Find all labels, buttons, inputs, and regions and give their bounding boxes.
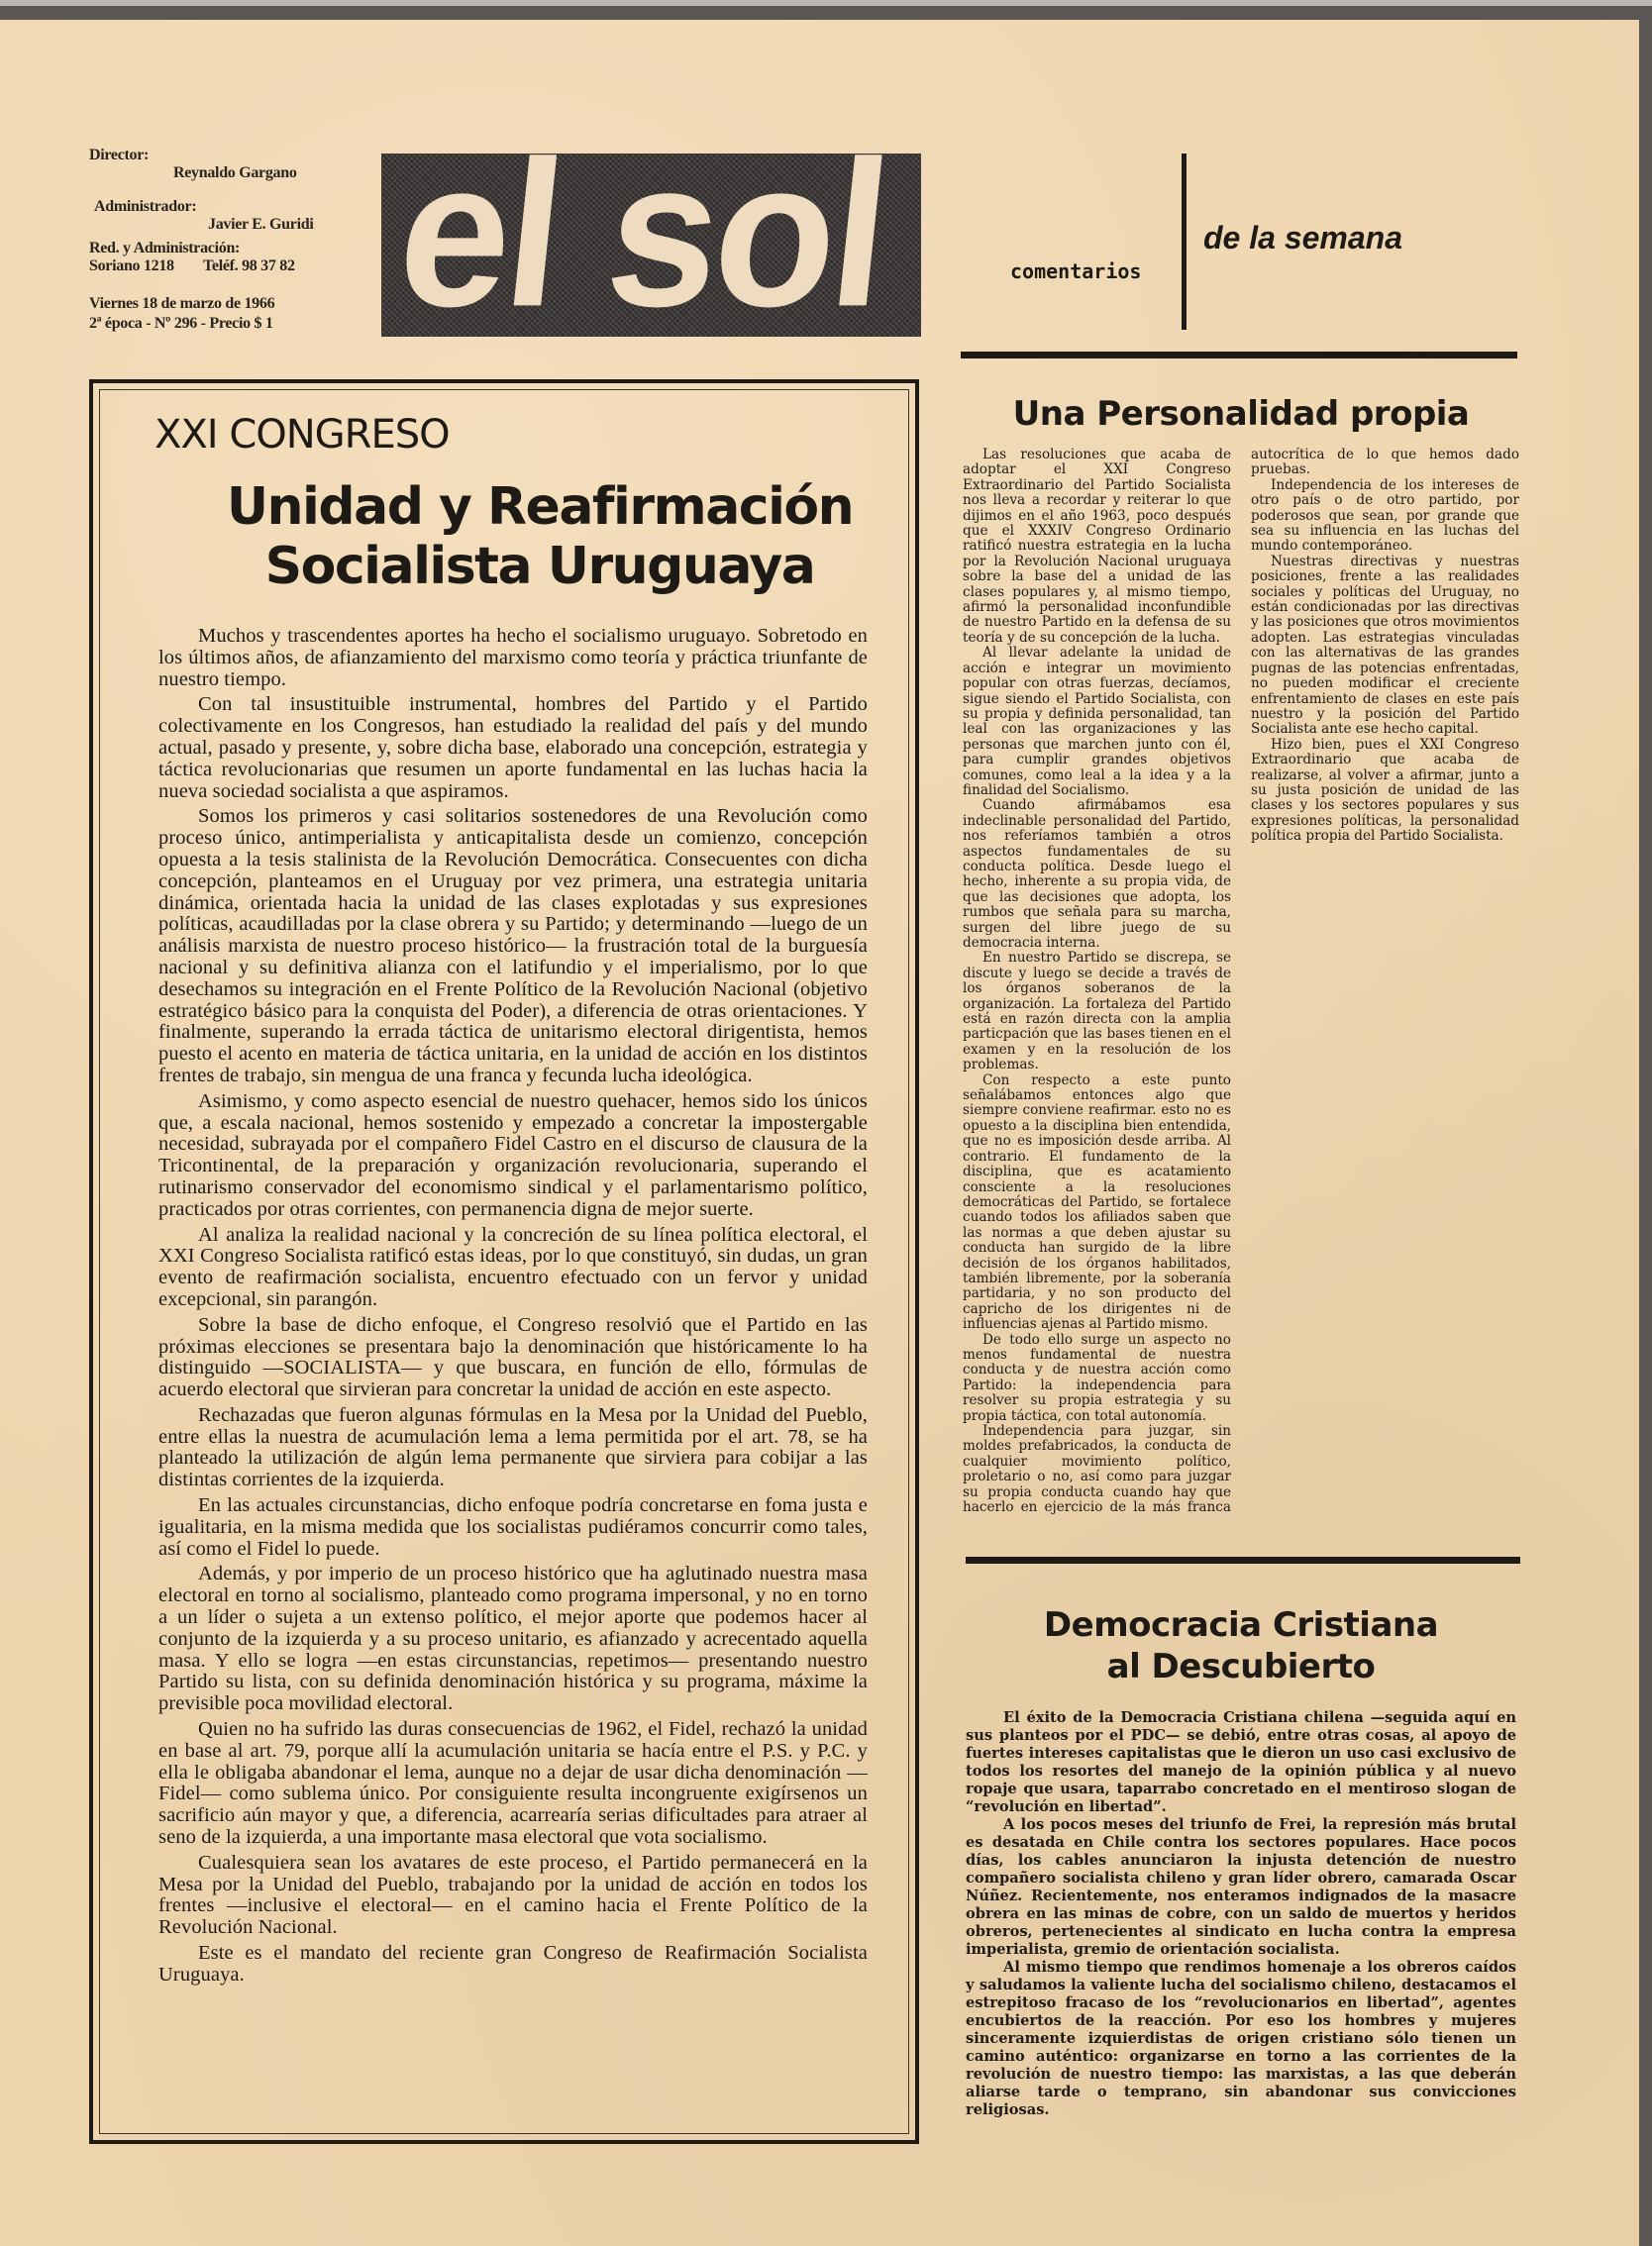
paragraph: Rechazadas que fueron algunas fórmulas en la Mesa por la Unidad del Pueblo, entre ellas la nuestra de acumulación lema a lema permitida por el art. 78, se ha planteado la utilización de algún lema permanente que sirviera para cobijar a las distintas corrientes de la izquierda.: [158, 1403, 868, 1491]
edition-info: 2ª época - Nº 296 - Precio $ 1: [89, 315, 273, 332]
paragraph: Nuestras directivas y nuestras posiciones, frente a las realidades sociales y políticas del Uruguay, no están condicionadas por las directivas y las posiciones que otros movimientos adopten. Las estrategias vinculadas con las alternativas de las grandes pugnas de las potencias enfrentadas, no pueden modificar el creciente enfrentamiento de clases en este país nuestro y la posición del Partido Socialista ante ese hecho capital.: [1251, 553, 1519, 738]
title-line-1: Unidad y Reafirmación: [226, 477, 854, 537]
paragraph: Cuando afirmábamos esa indeclinable personalidad del Partido, nos referíamos también a otros aspectos fundamentales de su conducta política. Desde luego el hecho, inherente a su propia vida, de que las decisiones que adopta, los rumbos que señala para su marcha, surgen del libre juego de su democracia interna.: [963, 797, 1231, 951]
director-name: Reynaldo Gargano: [173, 164, 297, 181]
paragraph: Además, y por imperio de un proceso histórico que ha aglutinado nuestra masa electoral en torno al socialismo, planteado como programa impersonal, y no en torno a un líder o sujeta a un extenso político, el mejor aporte que podemos hacer al conjunto de la izquierda y a su proceso unitario, es afianzado y acrecentado aquella masa. Y ello se logra —en estas circunstancias, repetimos— presentando nuestro Partido su lista, con su definida denominación histórica y su programa, máxime la previsible poca movilidad electoral.: [158, 1563, 868, 1715]
personalidad-title: Una Personalidad propia: [1012, 394, 1470, 434]
masthead-divider: [1182, 153, 1187, 330]
paragraph: Las resoluciones que acaba de adoptar el XXI Congreso Extraordinario del Partido Socialista nos lleva a recordar y reiterar lo que dijimos en el año 1963, poco después que el XXXIV Congreso Ordinario ratificó nuestra estrategia en la lucha por la Revolución Nacional uruguaya sobre la base del a unidad de las clases populares y, al mismo tiempo, afirmó la personalidad inconfundible de nuestro Partido en la defensa de su teoría y de su concepción de la lucha.: [963, 447, 1231, 646]
paragraph: Al analiza la realidad nacional y la concreción de su línea política electoral, el XXI Congreso Socialista ratificó estas ideas, por lo que constituyó, sin dudas, un gran evento de reafirmación socialista, encuentro efectuado con un fervor y unidad excepcional, sin parangón.: [158, 1223, 868, 1310]
paragraph: Al mismo tiempo que rendimos homenaje a los obreros caídos y saludamos la valiente lucha del socialismo chileno, destacamos el estrepitoso fracaso de los “revolucionarios en libertad”, agentes encubiertos de la reacción. Por eso los hombres y mujeres sinceramente izquierdistas de origen cristiano sólo tienen un camino auténtico: organizarse en torno a las corrientes de la revolución de nuestro tiempo: las marxistas, a las que deberán aliarse tarde o temprano, sin abandonar sus convicciones religiosas.: [966, 1959, 1516, 2118]
dc-title: [963, 1604, 1519, 1687]
paragraph: Asimismo, y como aspecto esencial de nuestro quehacer, hemos sido los únicos que, a escala nacional, hemos sostenido y empezado a concretar la impostergable necesidad, subrayada por el compañero Fidel Castro en el discurso de clausura de la Tricontinental, de la preparación y organización revolucionaria, superando el rutinarismo conservador del economismo sindical y el parlamentarismo político, practicados por otras corrientes, con permanencia digna de mejor suerte.: [158, 1089, 868, 1220]
paragraph: Independencia para juzgar, sin moldes prefabricados, la conducta de cualquier movimiento político, proletario o no, así como para juzgar su propia conducta cuando hay que hacerlo en ejercicio de la más franca autocrítica de lo que hemos dado pruebas.: [963, 447, 1519, 1516]
paragraph: Cualesquiera sean los avatares de este proceso, el Partido permanecerá en la Mesa por la Unidad del Pueblo, trabajando por la unidad de acción en todos los frentes —inclusive el electoral— en el camino hacia el Frente Político de la Revolución Nacional.: [158, 1851, 868, 1939]
paragraph: Independencia de los intereses de otro país o de otro partido, por poderosos que sean, por grande que sea su influencia en las luchas del mundo contemporáneo.: [1251, 476, 1519, 555]
main-article-title: [178, 477, 901, 596]
paragraph: En nuestro Partido se discrepa, se discute y luego se decide a través de los órganos soberanos de la organización. La fortaleza del Partido está en razón directa con la amplia particpación que las bases tienen en el examen y en la resolución de los problemas.: [963, 950, 1231, 1073]
section-comentarios: comentarios: [1010, 259, 1142, 283]
paragraph: Al llevar adelante la unidad de acción e integrar un movimiento popular con otras fuerzas, decíamos, sigue siendo el Partido Socialista, con su propia y definida personalidad, tan leal con las organizaciones y las personas que marchen junto con él, para cumplir grandes objetivos comunes, como leal a la idea y a la finalidad del Socialismo.: [963, 645, 1231, 798]
dc-title-line-1: Democracia Cristiana: [1043, 1605, 1439, 1645]
personalidad-body: [963, 448, 1519, 1532]
main-article-body: [158, 626, 868, 1991]
dc-body: [966, 1709, 1516, 2119]
paragraph: En las actuales circunstancias, dicho enfoque podría concretarse en foma justa e igualitaria, en la misma medida que los socialistas pudiéramos concurrir como tales, así como el Fidel lo puede.: [158, 1494, 868, 1560]
el-sol-logo: [381, 118, 921, 351]
paragraph: El éxito de la Democracia Cristiana chilena —seguida aquí en sus planteos por el PDC— se debió, entre otras cosas, al apoyo de fuertes intereses capitalistas que le dieron un uso casi exclusivo de todos los resortes del manejo de la opinión pública y al nuevo ropaje que usara, taparrabo concretado en el mentiroso slogan de “revolución en libertad”.: [966, 1709, 1516, 1815]
paragraph: De todo ello surge un aspecto no menos fundamental de nuestra conducta y de nuestra acción como Partido: la independencia para resolver su propia estrategia y su propia táctica, con total autonomía.: [963, 1331, 1231, 1424]
section-de-la-semana: de la semana: [1203, 220, 1402, 255]
paragraph: A los pocos meses del triunfo de Frei, la represión más brutal es desatada en Chile contra los sectores populares. Hace pocos días, los cables anunciaron la injusta detención de nuestro compañero socialista chileno y gran líder obrero, camarada Oscar Núñez. Recientemente, nos enteramos indignados de la masacre obrera en las minas de cobre, con un saldo de muertos y heridos obreros, pertenecientes al sindicato en lucha contra la empresa imperialista, gremio de orientación socialista.: [966, 1816, 1516, 1958]
paragraph: Hizo bien, pues el XXI Congreso Extraordinario que acaba de realizarse, al volver a afirmar, junto a su justa posición de unidad de las clases y los sectores populares y sus expresiones políticas, la personalidad política propia del Partido Socialista.: [1251, 736, 1519, 845]
scan-edge: [0, 0, 1652, 6]
issue-date: Viernes 18 de marzo de 1966: [89, 295, 275, 312]
phone: Teléf. 98 37 82: [203, 257, 295, 274]
paragraph: Este es el mandato del reciente gran Congreso de Reafirmación Socialista Uruguaya.: [158, 1942, 868, 1986]
article-kicker: XXI CONGRESO: [155, 412, 450, 458]
title-line-2: Socialista Uruguaya: [264, 537, 815, 596]
paragraph: Con respecto a este punto señalábamos entonces algo que siempre conviene reafirmar. esto no es opuesto a la disciplina bien entendida, que no es imposición desde arriba. Al contrario. El fundamento de la disciplina, que es acatamiento consciente a la resoluciones democráticas del Partido, se fortalece cuando todos los afiliados saben que las normas a que deben ajustar su conducta han surgido de la libre decisión de los órganos habilitados, también libremente, por la soberanía partidaria, y no son producto del capricho de los dirigentes ni de influencias ajenas al Partido mismo.: [963, 1072, 1231, 1333]
rule-middle: [966, 1557, 1520, 1564]
office-label: Red. y Administración:: [89, 240, 241, 256]
paragraph: Con tal insustituible instrumental, hombres del Partido y el Partido colectivamente en los Congresos, han estudiado la realidad del país y del mundo actual, pasado y presente, y, sobre dicha base, elaborado una concepción, estrategia y táctica revolucionarias que resumen un aporte fundamental en las luchas hacia la nueva sociedad socialista a que aspiramos.: [158, 693, 868, 802]
paragraph: Quien no ha sufrido las duras consecuencias de 1962, el Fidel, rechazó la unidad en base al art. 79, porque allí la acumulación unitaria se hacía entre el P.S. y P.C. y ella le obligaba abandonar el lema, aunque no a dejar de usar dicha denominación —Fidel— como sublema único. Por consiguiente resulta incongruente exigírsenos un sacrificio aún mayor y que, a diferencia, acarrearía serias dificultades para atraer al seno de la izquierda, a una importante masa electoral que vota socialismo.: [158, 1718, 868, 1849]
admin-label: Administrador:: [94, 198, 197, 215]
admin-name: Javier E. Guridi: [208, 216, 314, 233]
logo-text: el sol: [388, 118, 896, 351]
director-label: Director:: [89, 147, 150, 163]
paragraph: Muchos y trascendentes aportes ha hecho el socialismo uruguayo. Sobretodo en los últimos años, de afianzamiento del marxismo como teoría y práctica triunfante de nuestro tiempo.: [158, 625, 868, 690]
paragraph: Sobre la base de dicho enfoque, el Congreso resolvió que el Partido en las próximas elecciones se presentara bajo la denominación que históricamente lo ha distinguido —SOCIALISTA— y que buscara, en función de ello, fórmulas de acuerdo electoral que sirvieran para concretar la unidad de acción en este aspecto.: [158, 1313, 868, 1401]
rule-top: [961, 352, 1517, 358]
dc-title-line-2: al Descubierto: [1106, 1647, 1376, 1686]
paragraph: Somos los primeros y casi solitarios sostenedores de una Revolución como proceso único, antimperialista y anticapitalista desde un comienzo, concepción opuesta a la tesis stalinista de la Revolución Democrática. Consecuentes con dicha concepción, planteamos en el Uruguay por vez primera, una estrategia unitaria dinámica, orientada hacia la unidad de las clases explotadas y sus expresiones políticas, acaudilladas por la clase obrera y su Partido; y determinando —luego de un análisis marxista de nuestro proceso histórico— la frustración total de la burguesía nacional y su definitiva alianza con el latifundio y el imperialismo, por lo que desechamos su integración en el Frente Político de la Revolución Nacional (objetivo estratégico básico para la conquista del Poder), a diferencia de otras orientaciones. Y finalmente, superando la errada táctica de unitarismo electoral dirigentista, hemos puesto el acento en materia de táctica unitaria, en la unidad de acción en los distintos frentes de trabajo, sin mengua de una franca y fecunda lucha ideológica.: [158, 805, 868, 1086]
address: Soriano 1218: [89, 257, 174, 274]
